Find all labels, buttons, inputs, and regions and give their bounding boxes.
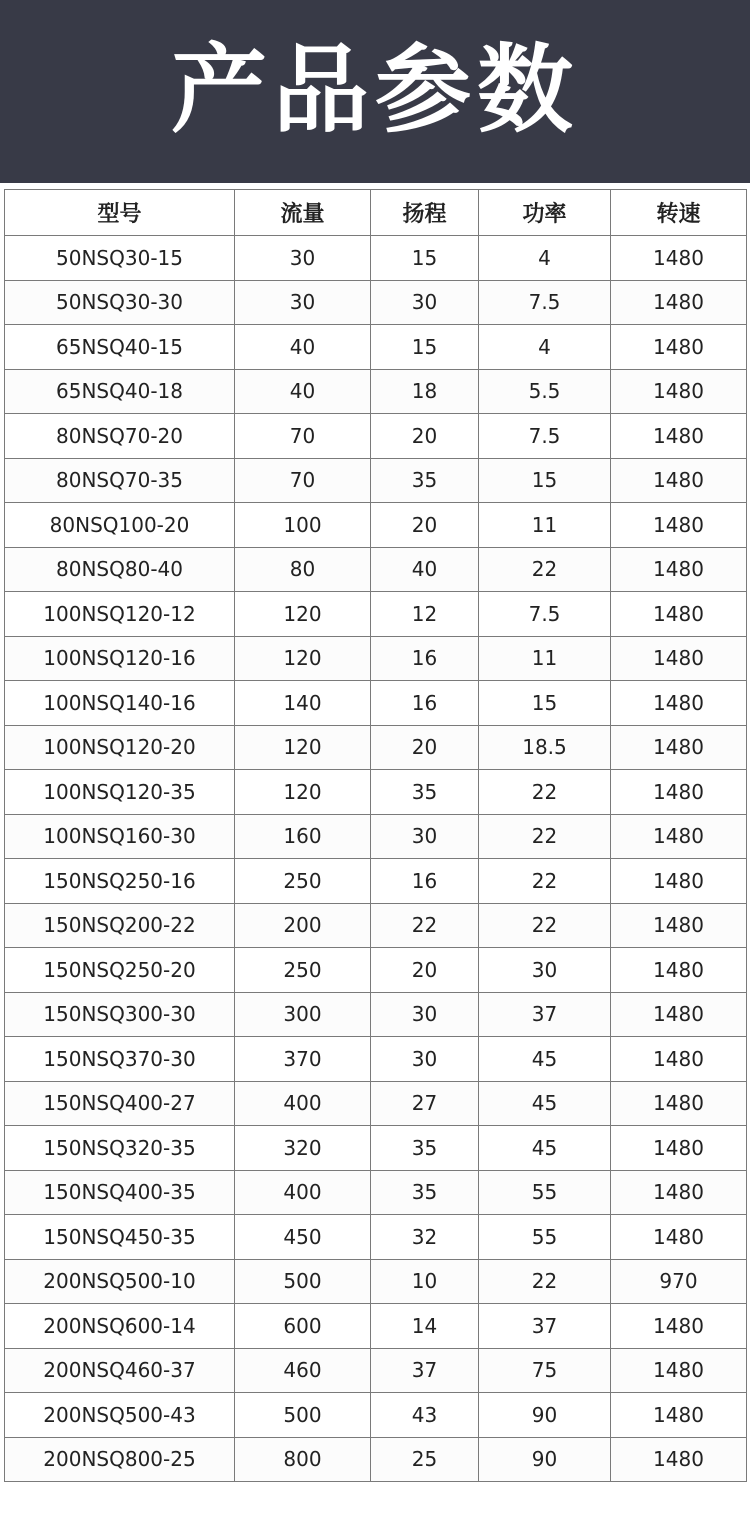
column-header-flow: 流量	[235, 190, 371, 236]
flow-cell: 120	[235, 725, 371, 770]
table-row	[5, 1259, 747, 1304]
model-cell: 150NSQ320-35	[5, 1126, 235, 1171]
head-cell: 35	[371, 1170, 479, 1215]
table-row	[5, 1215, 747, 1260]
table-row	[5, 814, 747, 859]
speed-cell: 1480	[611, 458, 747, 503]
page-header	[0, 0, 750, 183]
speed-cell: 1480	[611, 1348, 747, 1393]
power-cell: 22	[479, 770, 611, 815]
speed-cell: 1480	[611, 681, 747, 726]
flow-cell: 140	[235, 681, 371, 726]
power-cell: 22	[479, 547, 611, 592]
model-cell: 65NSQ40-15	[5, 325, 235, 370]
table-row	[5, 592, 747, 637]
table-row	[5, 725, 747, 770]
head-cell: 16	[371, 636, 479, 681]
table-row	[5, 1126, 747, 1171]
flow-cell: 40	[235, 369, 371, 414]
model-cell: 80NSQ70-20	[5, 414, 235, 459]
table-row	[5, 770, 747, 815]
model-cell: 200NSQ500-43	[5, 1393, 235, 1438]
head-cell: 20	[371, 503, 479, 548]
model-cell: 80NSQ100-20	[5, 503, 235, 548]
head-cell: 27	[371, 1081, 479, 1126]
power-cell: 22	[479, 903, 611, 948]
model-cell: 150NSQ250-16	[5, 859, 235, 904]
flow-cell: 120	[235, 636, 371, 681]
power-cell: 90	[479, 1393, 611, 1438]
model-cell: 200NSQ800-25	[5, 1437, 235, 1482]
head-cell: 20	[371, 414, 479, 459]
head-cell: 25	[371, 1437, 479, 1482]
flow-cell: 450	[235, 1215, 371, 1260]
head-cell: 20	[371, 725, 479, 770]
speed-cell: 1480	[611, 770, 747, 815]
table-row	[5, 547, 747, 592]
table-row	[5, 280, 747, 325]
flow-cell: 500	[235, 1259, 371, 1304]
head-cell: 12	[371, 592, 479, 637]
model-cell: 80NSQ70-35	[5, 458, 235, 503]
table-row	[5, 681, 747, 726]
head-cell: 30	[371, 1037, 479, 1082]
head-cell: 10	[371, 1259, 479, 1304]
table-row	[5, 1081, 747, 1126]
model-cell: 50NSQ30-30	[5, 280, 235, 325]
power-cell: 45	[479, 1126, 611, 1171]
power-cell: 22	[479, 814, 611, 859]
head-cell: 15	[371, 325, 479, 370]
flow-cell: 120	[235, 770, 371, 815]
power-cell: 30	[479, 948, 611, 993]
head-cell: 22	[371, 903, 479, 948]
speed-cell: 1480	[611, 1393, 747, 1438]
table-row	[5, 325, 747, 370]
head-cell: 35	[371, 1126, 479, 1171]
power-cell: 75	[479, 1348, 611, 1393]
model-cell: 200NSQ500-10	[5, 1259, 235, 1304]
power-cell: 90	[479, 1437, 611, 1482]
flow-cell: 30	[235, 280, 371, 325]
column-header-power: 功率	[479, 190, 611, 236]
head-cell: 32	[371, 1215, 479, 1260]
power-cell: 4	[479, 236, 611, 281]
speed-cell: 1480	[611, 1170, 747, 1215]
power-cell: 22	[479, 1259, 611, 1304]
column-header-speed: 转速	[611, 190, 747, 236]
head-cell: 30	[371, 814, 479, 859]
power-cell: 11	[479, 636, 611, 681]
model-cell: 200NSQ600-14	[5, 1304, 235, 1349]
speed-cell: 1480	[611, 1081, 747, 1126]
model-cell: 100NSQ120-20	[5, 725, 235, 770]
table-body	[5, 236, 747, 1482]
head-cell: 40	[371, 547, 479, 592]
flow-cell: 400	[235, 1081, 371, 1126]
power-cell: 7.5	[479, 280, 611, 325]
head-cell: 35	[371, 770, 479, 815]
table-header-row	[5, 190, 747, 236]
power-cell: 55	[479, 1170, 611, 1215]
table-row	[5, 1348, 747, 1393]
table-row	[5, 369, 747, 414]
model-cell: 150NSQ400-27	[5, 1081, 235, 1126]
table-row	[5, 1037, 747, 1082]
power-cell: 22	[479, 859, 611, 904]
flow-cell: 70	[235, 414, 371, 459]
flow-cell: 370	[235, 1037, 371, 1082]
flow-cell: 320	[235, 1126, 371, 1171]
model-cell: 100NSQ140-16	[5, 681, 235, 726]
power-cell: 55	[479, 1215, 611, 1260]
head-cell: 14	[371, 1304, 479, 1349]
flow-cell: 200	[235, 903, 371, 948]
flow-cell: 160	[235, 814, 371, 859]
power-cell: 18.5	[479, 725, 611, 770]
head-cell: 30	[371, 280, 479, 325]
column-header-model: 型号	[5, 190, 235, 236]
table-row	[5, 1437, 747, 1482]
model-cell: 150NSQ200-22	[5, 903, 235, 948]
power-cell: 5.5	[479, 369, 611, 414]
flow-cell: 80	[235, 547, 371, 592]
speed-cell: 1480	[611, 1304, 747, 1349]
model-cell: 150NSQ370-30	[5, 1037, 235, 1082]
head-cell: 16	[371, 681, 479, 726]
power-cell: 45	[479, 1037, 611, 1082]
flow-cell: 400	[235, 1170, 371, 1215]
bottom-edge	[0, 1510, 750, 1516]
table-row	[5, 503, 747, 548]
model-cell: 100NSQ120-12	[5, 592, 235, 637]
page-title: 产品参数	[171, 34, 579, 146]
flow-cell: 120	[235, 592, 371, 637]
flow-cell: 40	[235, 325, 371, 370]
flow-cell: 460	[235, 1348, 371, 1393]
flow-cell: 800	[235, 1437, 371, 1482]
power-cell: 15	[479, 458, 611, 503]
table-row	[5, 636, 747, 681]
table-row	[5, 948, 747, 993]
table-row	[5, 992, 747, 1037]
power-cell: 4	[479, 325, 611, 370]
model-cell: 200NSQ460-37	[5, 1348, 235, 1393]
power-cell: 45	[479, 1081, 611, 1126]
head-cell: 20	[371, 948, 479, 993]
table-row	[5, 1393, 747, 1438]
flow-cell: 500	[235, 1393, 371, 1438]
speed-cell: 1480	[611, 903, 747, 948]
model-cell: 100NSQ120-35	[5, 770, 235, 815]
power-cell: 37	[479, 1304, 611, 1349]
head-cell: 18	[371, 369, 479, 414]
flow-cell: 100	[235, 503, 371, 548]
model-cell: 150NSQ400-35	[5, 1170, 235, 1215]
table-row	[5, 414, 747, 459]
model-cell: 80NSQ80-40	[5, 547, 235, 592]
model-cell: 150NSQ250-20	[5, 948, 235, 993]
flow-cell: 250	[235, 948, 371, 993]
speed-cell: 1480	[611, 547, 747, 592]
head-cell: 30	[371, 992, 479, 1037]
speed-cell: 1480	[611, 592, 747, 637]
speed-cell: 1480	[611, 636, 747, 681]
model-cell: 100NSQ160-30	[5, 814, 235, 859]
speed-cell: 1480	[611, 725, 747, 770]
table-row	[5, 236, 747, 281]
head-cell: 35	[371, 458, 479, 503]
table-row	[5, 903, 747, 948]
power-cell: 15	[479, 681, 611, 726]
table-row	[5, 1170, 747, 1215]
speed-cell: 1480	[611, 814, 747, 859]
model-cell: 100NSQ120-16	[5, 636, 235, 681]
power-cell: 7.5	[479, 592, 611, 637]
speed-cell: 1480	[611, 1126, 747, 1171]
power-cell: 11	[479, 503, 611, 548]
speed-cell: 1480	[611, 280, 747, 325]
head-cell: 15	[371, 236, 479, 281]
column-header-head: 扬程	[371, 190, 479, 236]
model-cell: 150NSQ300-30	[5, 992, 235, 1037]
head-cell: 37	[371, 1348, 479, 1393]
flow-cell: 250	[235, 859, 371, 904]
product-parameter-table	[4, 189, 747, 1482]
speed-cell: 1480	[611, 325, 747, 370]
speed-cell: 1480	[611, 1037, 747, 1082]
speed-cell: 1480	[611, 948, 747, 993]
speed-cell: 1480	[611, 236, 747, 281]
flow-cell: 30	[235, 236, 371, 281]
flow-cell: 600	[235, 1304, 371, 1349]
speed-cell: 970	[611, 1259, 747, 1304]
head-cell: 16	[371, 859, 479, 904]
model-cell: 150NSQ450-35	[5, 1215, 235, 1260]
head-cell: 43	[371, 1393, 479, 1438]
model-cell: 50NSQ30-15	[5, 236, 235, 281]
speed-cell: 1480	[611, 1437, 747, 1482]
speed-cell: 1480	[611, 414, 747, 459]
speed-cell: 1480	[611, 992, 747, 1037]
table-row	[5, 859, 747, 904]
speed-cell: 1480	[611, 369, 747, 414]
speed-cell: 1480	[611, 1215, 747, 1260]
flow-cell: 300	[235, 992, 371, 1037]
flow-cell: 70	[235, 458, 371, 503]
speed-cell: 1480	[611, 859, 747, 904]
power-cell: 37	[479, 992, 611, 1037]
table-row	[5, 458, 747, 503]
power-cell: 7.5	[479, 414, 611, 459]
table-row	[5, 1304, 747, 1349]
model-cell: 65NSQ40-18	[5, 369, 235, 414]
speed-cell: 1480	[611, 503, 747, 548]
